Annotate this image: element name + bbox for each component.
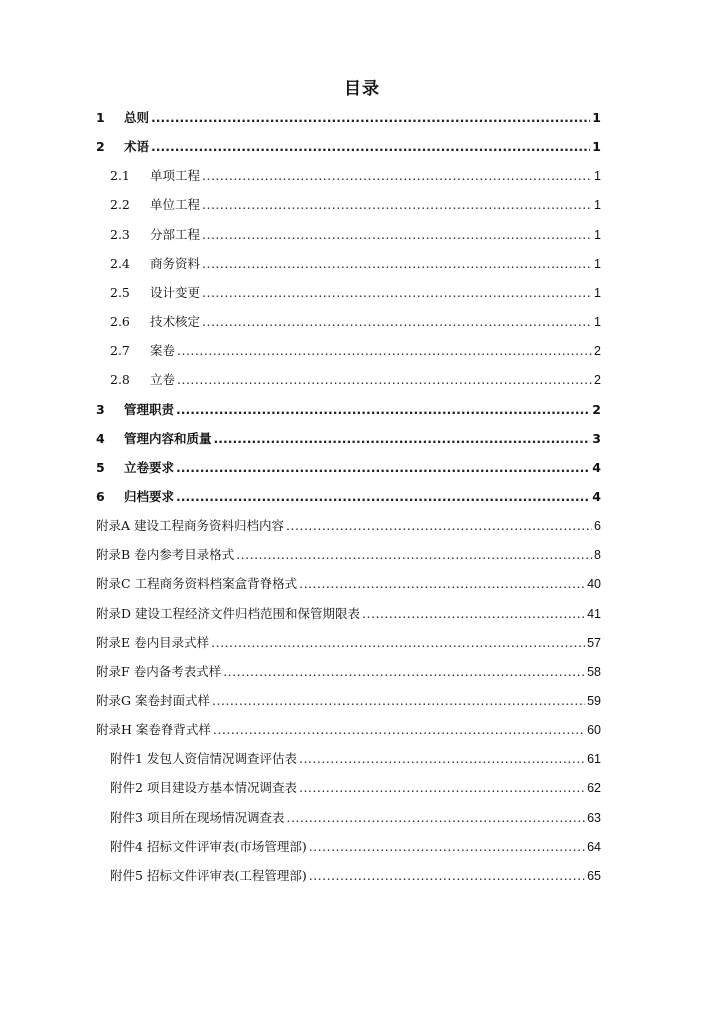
toc-entry-page-number: 2 — [594, 373, 601, 388]
toc-entry-label — [110, 341, 175, 361]
toc-entry-text: 管理职责 — [124, 401, 175, 417]
toc-entry-number: 附录A — [96, 518, 131, 534]
toc-entry[interactable] — [96, 691, 601, 711]
toc-entry-label — [96, 633, 209, 653]
toc-entry-number: 5 — [96, 459, 105, 475]
toc-entry-page-number: 1 — [592, 110, 601, 125]
dot-leader — [176, 487, 590, 507]
toc-entry-label — [96, 108, 149, 128]
dot-leader — [299, 749, 585, 769]
toc-entry-text: 立卷要求 — [124, 459, 175, 475]
dot-leader — [202, 195, 592, 215]
toc-entry-label — [110, 254, 200, 274]
toc-entry-page-number: 58 — [587, 664, 601, 679]
dot-leader — [151, 108, 590, 128]
toc-entry-page-number: 1 — [594, 169, 601, 184]
dot-leader — [362, 604, 585, 624]
toc-entry-text: 案卷脊背式样 — [135, 722, 211, 738]
toc-entry[interactable] — [110, 808, 601, 828]
toc-entry-label — [96, 429, 212, 449]
toc-entry[interactable] — [96, 574, 601, 594]
toc-entry-label — [96, 137, 149, 157]
toc-entry-label — [110, 749, 297, 769]
toc-entry-number: 附录H — [96, 722, 132, 738]
toc-entry-page-number: 8 — [594, 548, 601, 563]
toc-entry[interactable] — [110, 778, 601, 798]
toc-entry-text: 立卷 — [150, 372, 176, 388]
toc-entry-label — [96, 574, 297, 594]
toc-entry-text: 建设工程商务资料归档内容 — [134, 518, 285, 534]
toc-entry-label — [96, 458, 174, 478]
dot-leader — [214, 429, 591, 449]
toc-entry[interactable] — [96, 633, 601, 653]
toc-entry-page-number: 4 — [592, 459, 601, 475]
toc-entry-text: 术语 — [124, 139, 150, 155]
toc-entry-text: 案卷封面式样 — [135, 693, 211, 708]
toc-entry-page-number: 2 — [592, 401, 601, 417]
toc-entry-number: 2.1 — [110, 168, 130, 184]
toc-entry-label — [110, 837, 307, 857]
toc-entry-label — [110, 866, 307, 886]
toc-entry-page-number: 59 — [587, 694, 601, 708]
toc-entry-page-number: 62 — [587, 781, 601, 796]
dot-leader — [213, 720, 585, 740]
dot-leader — [286, 808, 585, 828]
dot-leader — [299, 778, 585, 798]
toc-entry[interactable] — [96, 400, 601, 420]
toc-entry-text: 技术核定 — [150, 314, 201, 330]
toc-entry[interactable] — [96, 487, 601, 507]
toc-entry-text: 招标文件评审表(市场管理部) — [146, 838, 307, 854]
toc-entry-label — [110, 225, 200, 245]
dot-leader — [309, 866, 585, 886]
dot-leader — [202, 254, 592, 274]
toc-entry-text: 招标文件评审表(工程管理部) — [146, 867, 307, 883]
toc-entry-page-number: 1 — [594, 256, 601, 271]
toc-entry-label — [110, 808, 284, 828]
toc-entry-text: 卷内目录式样 — [134, 634, 210, 650]
toc-entry-label — [96, 545, 234, 565]
dot-leader — [236, 545, 592, 565]
dot-leader — [177, 370, 592, 390]
toc-entry[interactable] — [96, 662, 601, 682]
toc-entry-number: 附录E — [96, 634, 131, 650]
toc-entry[interactable] — [96, 137, 601, 157]
dot-leader — [202, 283, 592, 303]
toc-entry[interactable] — [96, 429, 601, 449]
toc-title: 目录 — [344, 79, 380, 99]
dot-leader — [176, 400, 590, 420]
toc-entry-number: 2.7 — [110, 343, 130, 359]
toc-entry[interactable] — [96, 516, 601, 536]
toc-entry-label — [110, 195, 200, 215]
toc-entry-page-number: 63 — [587, 810, 601, 825]
toc-entry-page-number: 1 — [594, 198, 601, 213]
toc-entry-number: 2.5 — [110, 284, 130, 300]
toc-entry-number: 附件1 — [110, 751, 143, 767]
toc-entry-page-number: 1 — [592, 139, 601, 155]
toc-entry[interactable] — [110, 254, 601, 274]
toc-entry-number: 附录C — [96, 576, 131, 592]
toc-entry-label — [110, 283, 200, 303]
toc-entry[interactable] — [96, 458, 601, 478]
toc-entry-number: 2 — [96, 139, 105, 155]
toc-entry-page-number: 61 — [587, 752, 601, 767]
toc-entry-label — [96, 720, 211, 740]
toc-entry[interactable] — [110, 283, 601, 303]
dot-leader — [176, 458, 590, 478]
toc-entry[interactable] — [110, 341, 601, 361]
toc-entry-text: 工程商务资料档案盒背脊格式 — [134, 576, 298, 592]
toc-entry-number: 附录D — [96, 605, 132, 621]
toc-entry-label — [110, 778, 297, 798]
toc-entry-number: 附件4 — [110, 838, 143, 854]
toc-entry[interactable] — [96, 545, 601, 565]
toc-entry-label — [110, 370, 175, 390]
toc-entry-number: 附件5 — [110, 867, 143, 883]
dot-leader — [211, 633, 585, 653]
toc-entry-number: 2.2 — [110, 197, 130, 213]
toc-entry-text: 归档要求 — [124, 488, 175, 504]
toc-entry-number: 2.8 — [110, 372, 130, 388]
toc-entry-label — [96, 516, 284, 536]
toc-entry-number: 6 — [96, 488, 105, 504]
toc-entry[interactable] — [110, 866, 601, 886]
toc-entry-number: 附录G — [96, 693, 131, 708]
toc-entry-text: 发包人资信情况调查评估表 — [146, 751, 297, 767]
toc-entry-number: 附件3 — [110, 809, 143, 825]
toc-entry[interactable] — [96, 720, 601, 740]
toc-entry-page-number: 1 — [594, 285, 601, 300]
toc-entry-page-number: 65 — [587, 868, 601, 883]
dot-leader — [202, 312, 592, 332]
toc-entry-label — [110, 312, 200, 332]
dot-leader — [151, 137, 590, 157]
toc-entry-text: 建设工程经济文件归档范围和保管期限表 — [135, 605, 361, 621]
toc-entry-number: 1 — [96, 110, 105, 125]
toc-entry-label — [96, 487, 174, 507]
toc-entry-page-number: 60 — [587, 723, 601, 738]
toc-entry-label — [110, 166, 200, 186]
toc-entry-page-number: 3 — [592, 430, 601, 446]
dot-leader — [299, 574, 585, 594]
toc-entry-page-number: 1 — [594, 227, 601, 242]
toc-entry-number: 附录F — [96, 663, 130, 679]
toc-entry[interactable] — [96, 108, 601, 128]
toc-entry[interactable] — [110, 749, 601, 769]
toc-entry-label — [96, 691, 210, 711]
toc-entry[interactable] — [110, 312, 601, 332]
dot-leader — [177, 341, 592, 361]
toc-entry-text: 卷内备考表式样 — [133, 663, 222, 679]
dot-leader — [286, 516, 592, 536]
toc-entry-label — [96, 662, 221, 682]
toc-entry-label — [96, 604, 360, 624]
toc-entry-text: 单位工程 — [150, 197, 201, 213]
toc-entry-text: 分部工程 — [150, 226, 201, 242]
toc-entry-page-number: 57 — [587, 635, 601, 650]
toc-entry-number: 2.3 — [110, 226, 130, 242]
toc-entry[interactable] — [96, 604, 601, 624]
toc-entry-number: 3 — [96, 401, 105, 417]
dot-leader — [202, 166, 592, 186]
dot-leader — [202, 225, 592, 245]
toc-entry-page-number: 41 — [587, 606, 601, 621]
dot-leader — [309, 837, 585, 857]
toc-entry-page-number: 1 — [594, 315, 601, 330]
toc-entry-text: 设计变更 — [150, 284, 201, 300]
toc-entry-text: 项目所在现场情况调查表 — [146, 809, 285, 825]
toc-entry-text: 总则 — [124, 110, 150, 125]
toc-entry-text: 卷内参考目录格式 — [134, 547, 235, 563]
toc-entry-number: 2.4 — [110, 255, 130, 271]
toc-entry-number: 4 — [96, 430, 105, 446]
toc-entry-text: 单项工程 — [150, 168, 201, 184]
toc-entry-number: 附录B — [96, 547, 131, 563]
dot-leader — [223, 662, 585, 682]
toc-entry-label — [96, 400, 174, 420]
toc-entry[interactable] — [110, 370, 601, 390]
toc-entry[interactable] — [110, 837, 601, 857]
toc-entry-page-number: 40 — [587, 577, 601, 592]
toc-entry[interactable] — [110, 225, 601, 245]
toc-entry-number: 附件2 — [110, 780, 143, 796]
toc-entry-page-number: 64 — [587, 839, 601, 854]
toc-entry[interactable] — [110, 195, 601, 215]
toc-entry[interactable] — [110, 166, 601, 186]
toc-entry-page-number: 4 — [592, 488, 601, 504]
toc-entry-text: 案卷 — [150, 343, 176, 359]
toc-entry-text: 管理内容和质量 — [124, 430, 212, 446]
toc-entry-page-number: 6 — [594, 519, 601, 534]
dot-leader — [212, 691, 585, 711]
toc-entry-page-number: 2 — [594, 344, 601, 359]
toc-entry-text: 项目建设方基本情况调查表 — [146, 780, 297, 796]
toc-entry-text: 商务资料 — [150, 255, 201, 271]
toc-entry-number: 2.6 — [110, 314, 130, 330]
